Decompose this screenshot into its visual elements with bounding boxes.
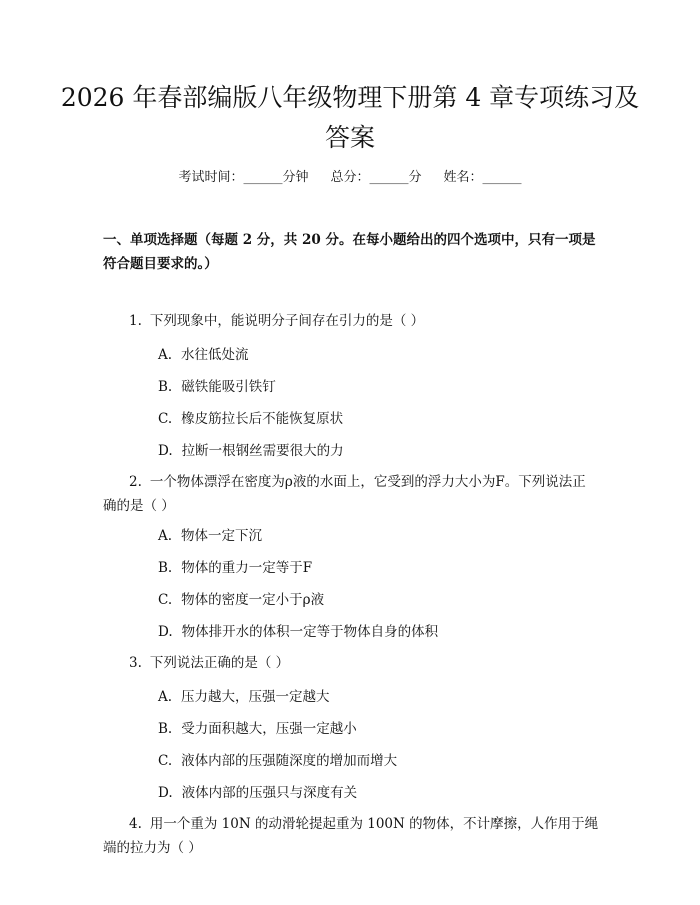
exam-info-line: [0, 168, 700, 188]
option-letter: A.: [158, 347, 173, 363]
question-2-option-c: [158, 590, 324, 610]
question-number: 3.: [129, 655, 142, 671]
option-letter: C.: [158, 411, 173, 427]
option-text: 液体内部的压强只与深度有关: [181, 785, 358, 801]
name-field: 姓名：______: [443, 170, 522, 185]
option-letter: D.: [158, 785, 173, 801]
option-letter: B.: [158, 560, 173, 576]
question-4: [103, 812, 599, 860]
option-text: 物体排开水的体积一定等于物体自身的体积: [181, 624, 439, 640]
question-1: [103, 309, 599, 333]
question-2: [103, 470, 599, 518]
question-number: 1.: [129, 313, 142, 329]
question-1-option-d: [158, 441, 344, 461]
question-stem: 下列现象中，能说明分子间存在引力的是（ ）: [149, 313, 425, 329]
option-letter: A.: [158, 528, 173, 544]
option-text: 液体内部的压强随深度的增加而增大: [181, 753, 398, 769]
section-heading: 一、单项选择题（每题 2 分，共 20 分。在每小题给出的四个选项中，只有一项是符合题目要求的。）: [103, 232, 596, 272]
option-text: 物体一定下沉: [181, 528, 263, 544]
option-letter: C.: [158, 753, 173, 769]
option-text: 拉断一根钢丝需要很大的力: [181, 443, 344, 459]
option-letter: D.: [158, 624, 173, 640]
question-3-option-b: [158, 719, 357, 739]
question-stem: 用一个重为 10N 的动滑轮提起重为 100N 的物体，不计摩擦，人作用于绳端的拉力为（ ）: [103, 816, 599, 856]
option-letter: A.: [158, 689, 173, 705]
exam-time-field: 考试时间：______分钟: [178, 170, 309, 185]
option-text: 压力越大，压强一定越大: [181, 689, 330, 705]
option-text: 受力面积越大，压强一定越小: [181, 721, 357, 737]
option-text: 橡皮筋拉长后不能恢复原状: [181, 411, 344, 427]
question-3-option-d: [158, 783, 357, 803]
document-title: 2026 年春部编版八年级物理下册第 4 章专项练习及答案: [60, 83, 640, 152]
total-score-field: 总分：______分: [330, 170, 422, 185]
question-1-option-a: [158, 345, 249, 365]
option-text: 水往低处流: [181, 347, 249, 363]
question-3: [103, 651, 599, 675]
question-2-option-d: [158, 622, 438, 642]
question-3-option-a: [158, 687, 330, 707]
option-letter: C.: [158, 592, 173, 608]
question-stem: 下列说法正确的是（ ）: [149, 655, 290, 671]
option-text: 物体的重力一定等于F: [181, 560, 313, 576]
option-letter: D.: [158, 443, 173, 459]
option-letter: B.: [158, 721, 173, 737]
question-number: 2.: [129, 474, 142, 490]
question-1-option-c: [158, 409, 343, 429]
question-3-option-c: [158, 751, 397, 771]
question-2-option-b: [158, 558, 312, 578]
question-2-option-a: [158, 526, 262, 546]
option-text: 磁铁能吸引铁钉: [181, 379, 276, 395]
option-text: 物体的密度一定小于ρ液: [181, 592, 325, 608]
question-1-option-b: [158, 377, 276, 397]
option-letter: B.: [158, 379, 173, 395]
question-stem: 一个物体漂浮在密度为ρ液的水面上，它受到的浮力大小为F。下列说法正确的是（ ）: [103, 474, 586, 514]
question-number: 4.: [129, 816, 142, 832]
